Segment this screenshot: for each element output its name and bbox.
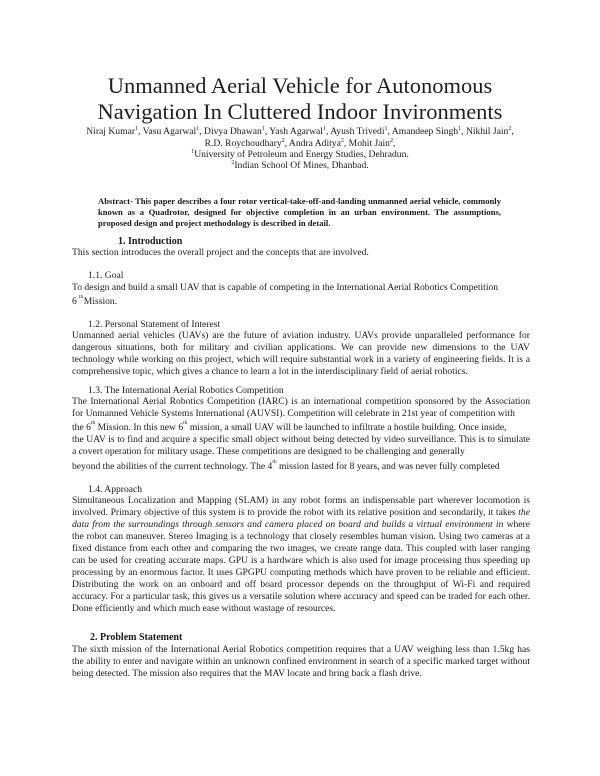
author-name: R.D. Roychoudhary	[204, 138, 282, 149]
author-affiliation-mark: 1	[384, 126, 388, 132]
approach-text-b: where the robot can maneuver. Stereo Imaging is a technology that closely resembles human vision. Using two cameras at a fixed distance from each other and comparing the two images, we create range data. This coupled with laser ranging can be used for creating accurate maps. GPU is a hardware which is also used for image processing thus speeding up processing by an enormous factor. It uses GPGPU computing methods which have proven to be reliable and efficient. Distributing the work on an onboard and off board processor depends on the throughput of Wi-Fi and required accuracy. For a particular task, this gives us a versatile solution where accuracy and speed can be traded for each other. Done efficiently and which much ease without wastage of resources.	[72, 519, 531, 614]
author-affiliation-mark: 1	[322, 126, 326, 132]
author-affiliation-mark: 2	[281, 138, 285, 144]
author-name: Amandeep Singh	[391, 126, 459, 137]
section-1-intro: This section introduces the overall project and the concepts that are involved.	[72, 247, 369, 258]
goal-mission-number: 6	[72, 296, 77, 307]
author-affiliation-mark: 2	[508, 126, 512, 132]
author-affiliation-mark: 1	[196, 126, 200, 132]
interest-paragraph: Unmanned aerial vehicles (UAVs) are the future of aviation industry. UAVs provide unparalleled performance for dangerous situations, both for military and civilian applications. We can provide new dimensions to the UAV technology while working on this project, which will require substantial work in a variety of engineering fields. It is a comprehensive topic, which gives a chance to learn a lot in the interdisciplinary field of aerial robotics.	[72, 330, 530, 377]
author-name: Vasu Agarwal	[142, 126, 197, 137]
author-name: Niraj Kumar	[86, 126, 136, 137]
author-name: Ayush Trivedi	[330, 126, 385, 137]
author-affiliation-mark: 2	[340, 138, 344, 144]
iarc-paragraph-2: the UAV is to find and acquire a specific small object without being detected by video surveillance. This is to simulate a covert operation for military usage. These competitions are designed to be challenging and generally	[72, 434, 530, 457]
author-name: Divya Dhawan	[204, 126, 262, 137]
author-name: Mohit Jain	[348, 138, 390, 149]
iarc-line-6-b: mission lasted for 8 years, and was never fully completed	[276, 461, 500, 472]
section-2-heading: 2. Problem Statement	[90, 632, 183, 643]
author-name: Nikhil Jain	[465, 126, 509, 137]
subsection-1-4-heading: 1.4. Approach	[88, 484, 143, 495]
author-name: Yash Agarwal	[269, 126, 323, 137]
affiliation-2-number: 2	[231, 160, 235, 166]
approach-text-a: Simultaneous Localization and Mapping (SLAM) in any robot forms an indispensable part wherever locomotion is involved. Primary objective of this system is to provide the robot with its relative position and secondarily, it takes	[72, 495, 530, 518]
problem-statement-paragraph: The sixth mission of the International Aerial Robotics competition requires that a UAV weighing less than 1.5kg has the ability to enter and navigate within an unknown confined environment in search of a specific marked target without being detected. The mission also requires that the MAV locate and bring back a flash drive.	[72, 644, 530, 679]
author-affiliation-mark: 1	[135, 126, 139, 132]
goal-line-1: To design and build a small UAV that is capable of competing in the International Aerial Robotics Competition	[72, 282, 499, 293]
section-1-heading: 1. Introduction	[118, 236, 183, 247]
author-line-2: R.D. Roychoudhary$^2$, Andra Aditya$^2$, Mohit Jain$^2$,	[204, 138, 396, 149]
iarc-sup-a: th	[90, 420, 96, 426]
affiliation-2-text: Indian School Of Mines, Dhanbad.	[234, 160, 369, 171]
iarc-line-6-a: beyond the abilities of the current technology. The 4	[72, 461, 273, 472]
author-affiliation-mark: 2	[389, 138, 393, 144]
iarc-line-3-a: the 6	[72, 422, 91, 433]
affiliation-2	[0, 160, 600, 173]
subsection-1-2-heading: 1.2. Personal Statement of Interest	[88, 319, 221, 330]
approach-italic-text: the data from the surroundings through sensors and camera placed on board and builds a virtual environment in	[72, 507, 530, 530]
goal-mission-suffix: th	[79, 294, 84, 300]
iarc-line-3-b: Mission. In this new 6	[95, 422, 184, 433]
iarc-sup-c: th	[272, 459, 277, 465]
iarc-sup-b: th	[183, 420, 188, 426]
paper-title-line-1: Unmanned Aerial Vehicle for Autonomous	[107, 73, 493, 98]
author-name: Andra Aditya	[288, 138, 341, 149]
affiliation-1-text: University of Petroleum and Energy Studies, Dehradun.	[194, 149, 409, 160]
iarc-line-6	[72, 461, 500, 474]
goal-line-2	[72, 296, 117, 308]
paper-title-line-2: Navigation In Cluttered Indoor Invironments	[97, 99, 503, 124]
author-affiliation-mark: 1	[458, 126, 462, 132]
subsection-1-1-heading: 1.1. Goal	[88, 270, 124, 281]
affiliation-1-number: 1	[191, 149, 195, 155]
approach-paragraph	[72, 495, 530, 615]
author-line-1: Niraj Kumar$^1$, Vasu Agarwal$^1$, Divya Dhawan$^1$, Yash Agarwal$^1$, Ayush Trivedi$^1$, Amandeep Singh$^1$, Nikhil Jain$^2$,	[86, 126, 514, 137]
subsection-1-3-heading: 1.3. The International Aerial Robotics Competition	[88, 385, 284, 396]
author-affiliation-mark: 1	[261, 126, 265, 132]
goal-mission-word: Mission.	[83, 296, 118, 307]
iarc-paragraph-1: The International Aerial Robotics Competition (IARC) is an international competition sponsored by the Association for Unmanned Vehicle Systems International (AUVSI). Competition will celebrate in 21st year of competition with	[72, 396, 530, 419]
iarc-line-3-c: mission, a small UAV will be launched to infiltrate a hostile building. Once inside,	[187, 422, 507, 433]
abstract: Abstract- This paper describes a four rotor vertical-take-off-and-landing unmanned aerial vehicle, commonly known as a Quadrotor, designed for objective completion in an urban environment. The assumptions, proposed design and project methodology is described in detail.	[98, 196, 501, 228]
